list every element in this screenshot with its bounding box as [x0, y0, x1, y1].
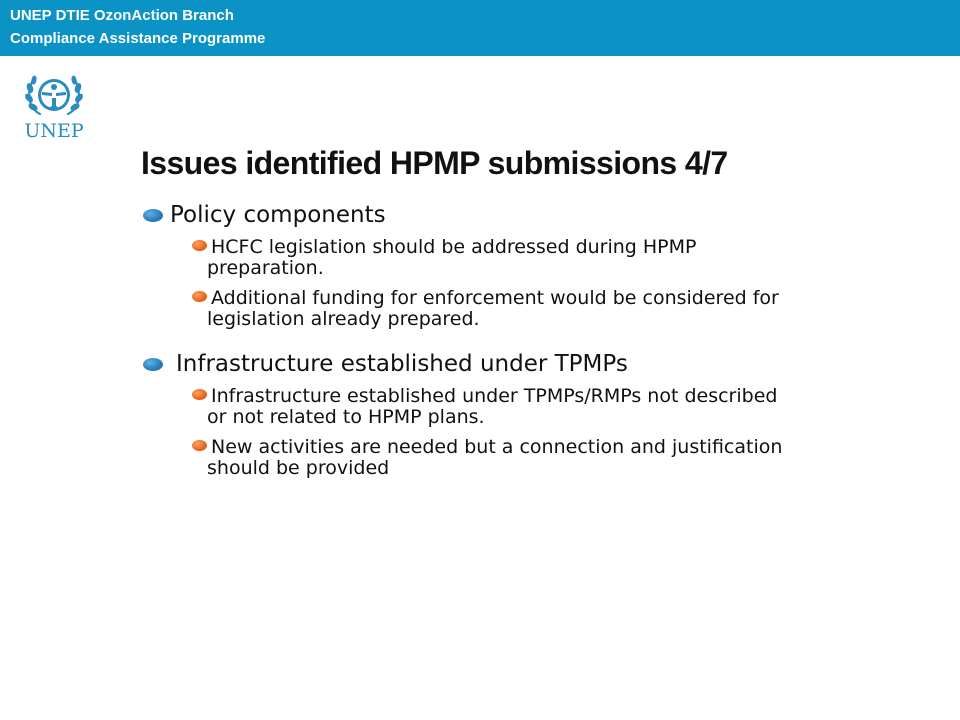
bullet-level2-icon — [192, 440, 207, 451]
bullet-level1-icon — [143, 358, 163, 371]
unep-logo-text: UNEP — [24, 120, 84, 142]
unep-emblem-icon — [18, 68, 90, 122]
section-heading-policy: Policy components — [170, 202, 386, 228]
list-item-hcfc-legislation: HCFC legislation should be addressed during HPMP preparation. — [207, 236, 697, 279]
bullet-level2-icon — [192, 291, 207, 302]
section-heading-infrastructure: Infrastructure established under TPMPs — [176, 351, 628, 377]
header-band — [0, 0, 960, 56]
list-item-additional-funding: Additional funding for enforcement would be considered for legislation already prepared. — [207, 287, 779, 330]
bullet-level2-icon — [192, 240, 207, 251]
header-programme-line: Compliance Assistance Programme — [10, 30, 266, 47]
bullet-level2-icon — [192, 389, 207, 400]
header-org-line: UNEP DTIE OzonAction Branch — [10, 7, 234, 24]
list-item-infrastructure-tpmps: Infrastructure established under TPMPs/RMPs not described or not related to HPMP plans. — [207, 385, 778, 428]
slide-title: Issues identified HPMP submissions 4/7 — [141, 145, 728, 181]
list-item-new-activities: New activities are needed but a connection and justification should be provided — [207, 436, 783, 479]
bullet-level1-icon — [143, 209, 163, 222]
unep-logo — [18, 68, 90, 148]
